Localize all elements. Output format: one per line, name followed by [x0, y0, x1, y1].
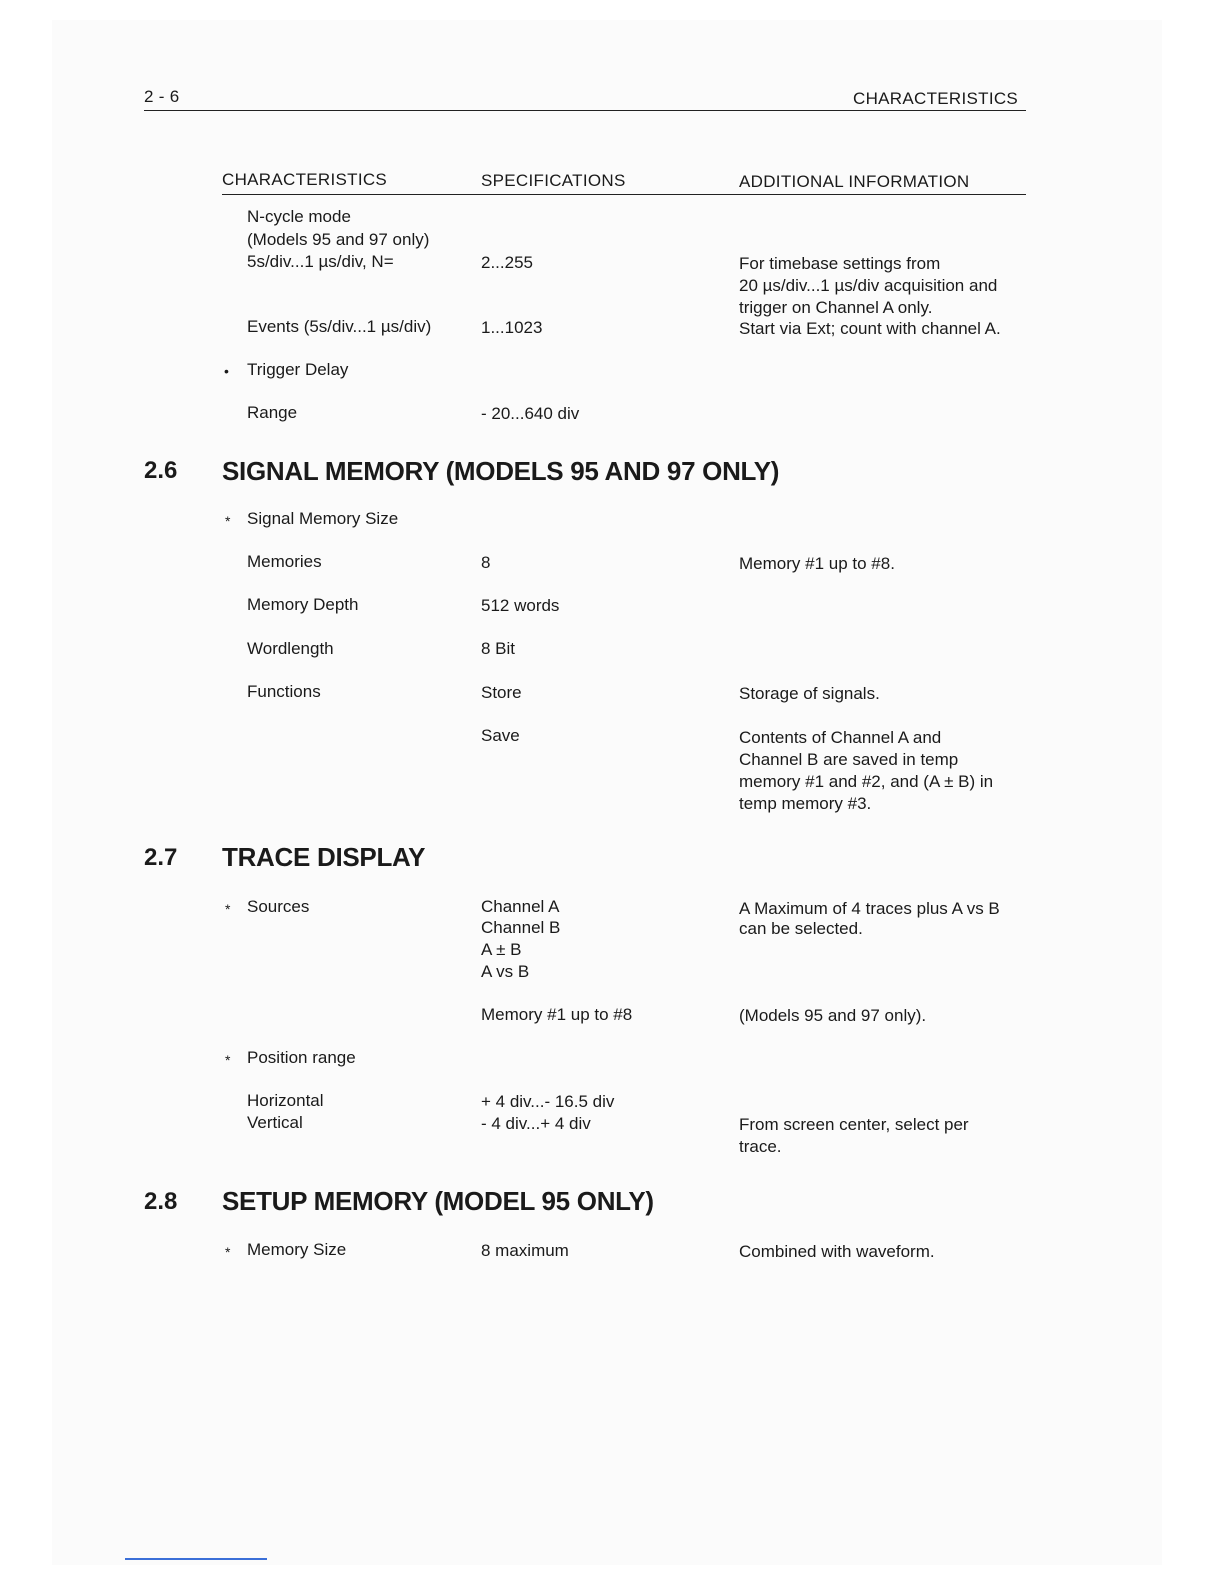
save-spec: Save	[481, 726, 520, 745]
ncycle-info-line3: trigger on Channel A only.	[739, 298, 933, 317]
memories-spec: 8	[481, 553, 491, 572]
running-title: CHARACTERISTICS	[853, 89, 1019, 108]
source-channel-b: Channel B	[481, 918, 561, 937]
col-characteristics: CHARACTERISTICS	[222, 170, 388, 189]
bullet-marker: *	[225, 901, 231, 917]
save-info-line3: memory #1 and #2, and (A ± B) in	[739, 772, 994, 791]
position-info-line2: trace.	[739, 1137, 782, 1156]
memory-size-spec: 8 maximum	[481, 1241, 569, 1260]
trigger-delay-label: Trigger Delay	[247, 360, 349, 379]
store-info: Storage of signals.	[739, 684, 880, 703]
memory-size-info: Combined with waveform.	[739, 1242, 935, 1261]
position-info-line1: From screen center, select per	[739, 1115, 969, 1134]
events-label: Events (5s/div...1 µs/div)	[247, 317, 432, 336]
col-specifications: SPECIFICATIONS	[481, 171, 626, 190]
sources-info-line1: A Maximum of 4 traces plus A vs B	[739, 899, 1000, 918]
memory-source-info: (Models 95 and 97 only).	[739, 1006, 927, 1025]
functions-label: Functions	[247, 682, 321, 701]
store-spec: Store	[481, 683, 522, 702]
ncycle-spec: 2...255	[481, 253, 533, 272]
column-header-rule	[222, 194, 1026, 195]
source-a-plus-minus-b: A ± B	[481, 940, 522, 959]
source-channel-a: Channel A	[481, 897, 560, 916]
wordlength-spec: 8 Bit	[481, 639, 516, 658]
page-number: 2 - 6	[144, 87, 180, 106]
signal-memory-size-label: Signal Memory Size	[247, 509, 399, 528]
events-info: Start via Ext; count with channel A.	[739, 319, 1001, 338]
bullet-marker: *	[225, 1244, 231, 1260]
section-number-2-6: 2.6	[144, 457, 178, 484]
source-a-vs-b: A vs B	[481, 962, 530, 981]
vertical-spec: - 4 div...+ 4 div	[481, 1114, 591, 1133]
memory-source-spec: Memory #1 up to #8	[481, 1005, 633, 1024]
bullet-marker: *	[225, 513, 231, 529]
events-spec: 1...1023	[481, 318, 543, 337]
save-info-line2: Channel B are saved in temp	[739, 750, 959, 769]
sources-info-line2: can be selected.	[739, 919, 863, 938]
ncycle-range: 5s/div...1 µs/div, N=	[247, 252, 394, 271]
page-background	[52, 20, 1162, 1565]
section-title-trace-display: TRACE DISPLAY	[222, 842, 426, 872]
save-info-line4: temp memory #3.	[739, 794, 872, 813]
ncycle-info-line2: 20 µs/div...1 µs/div acquisition and	[739, 276, 998, 295]
ncycle-label: N-cycle mode	[247, 207, 351, 226]
section-number-2-7: 2.7	[144, 844, 178, 871]
ncycle-info-line1: For timebase settings from	[739, 254, 941, 273]
save-info-line1: Contents of Channel A and	[739, 728, 942, 747]
section-title-setup-memory: SETUP MEMORY (MODEL 95 ONLY)	[222, 1186, 654, 1216]
wordlength-label: Wordlength	[247, 639, 334, 658]
range-spec: - 20...640 div	[481, 404, 580, 423]
section-number-2-8: 2.8	[144, 1188, 178, 1215]
header-rule	[144, 110, 1026, 111]
horizontal-label: Horizontal	[247, 1091, 324, 1110]
position-range-label: Position range	[247, 1048, 356, 1067]
vertical-label: Vertical	[247, 1113, 303, 1132]
bullet-marker: *	[225, 1052, 231, 1068]
horizontal-spec: + 4 div...- 16.5 div	[481, 1092, 615, 1111]
range-label: Range	[247, 403, 298, 422]
memories-info: Memory #1 up to #8.	[739, 554, 895, 573]
sources-label: Sources	[247, 897, 310, 916]
bullet-marker: •	[224, 363, 229, 379]
memories-label: Memories	[247, 552, 322, 571]
ncycle-models-note: (Models 95 and 97 only)	[247, 230, 430, 249]
section-title-signal-memory: SIGNAL MEMORY (MODELS 95 AND 97 ONLY)	[222, 456, 780, 486]
memory-size-label: Memory Size	[247, 1240, 347, 1259]
footer-line	[125, 1558, 267, 1560]
memory-depth-label: Memory Depth	[247, 595, 359, 614]
memory-depth-spec: 512 words	[481, 596, 560, 615]
col-additional-information: ADDITIONAL INFORMATION	[739, 172, 970, 191]
